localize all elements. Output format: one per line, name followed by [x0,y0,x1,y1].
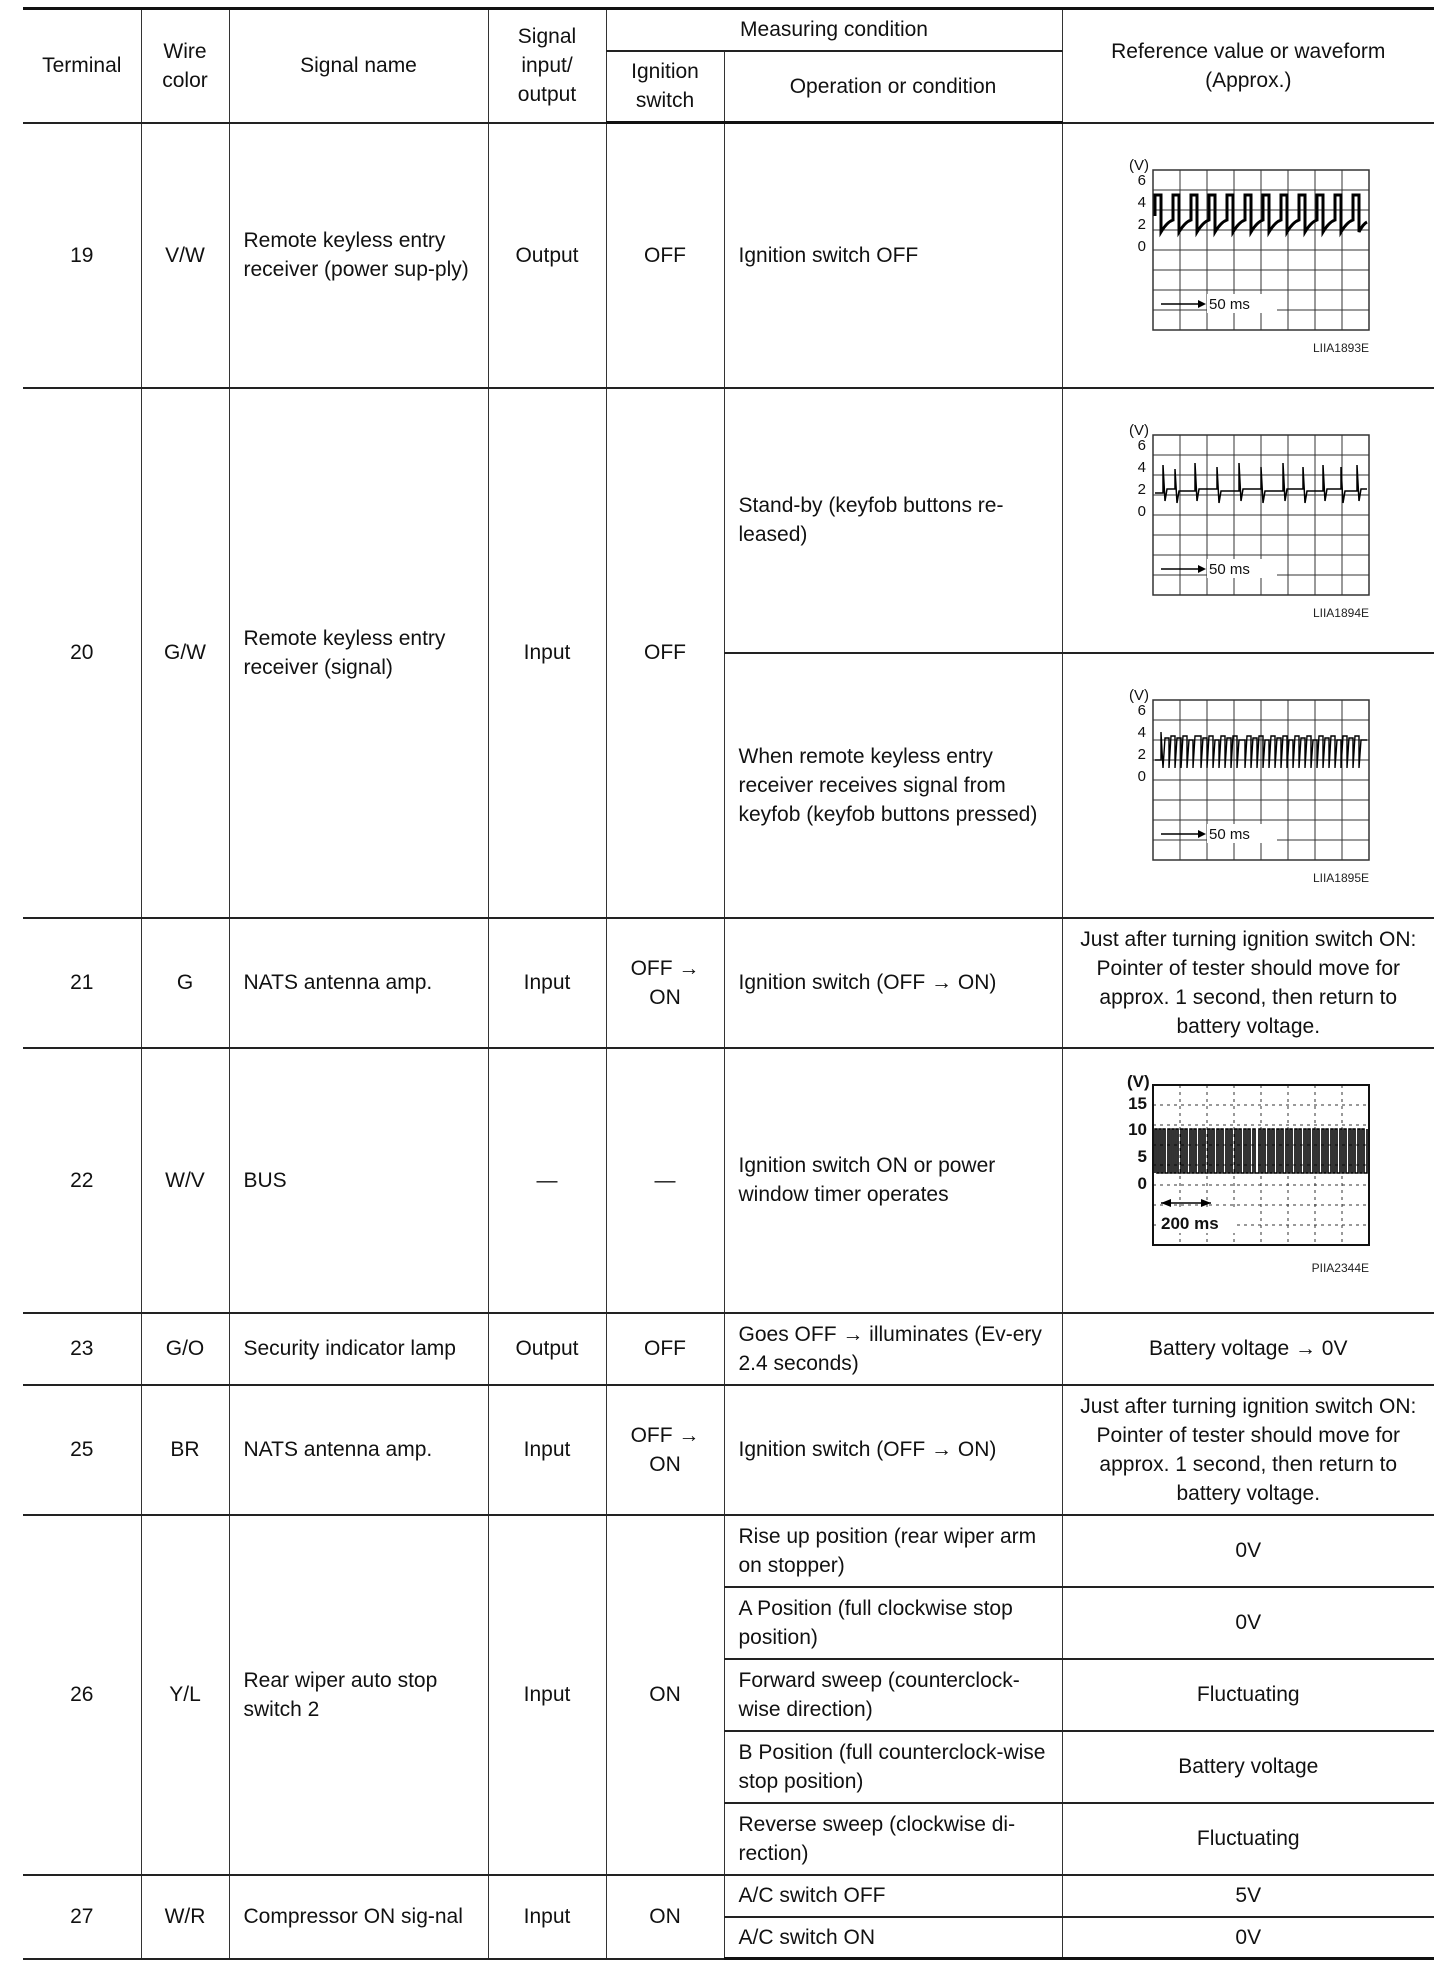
reference-cell: 5V [1062,1875,1434,1917]
operation-cell: When remote keyless entry receiver receives signal from keyfob (keyfob buttons pressed) [724,653,1062,918]
axis-tick: 0 [1137,238,1147,255]
terminal-cell: 22 [23,1048,141,1313]
waveform-oscilloscope-1 [1113,140,1383,370]
axis-tick: 4 [1137,724,1147,741]
signal-io-cell: Input [488,1515,606,1875]
signal-name-cell: Security indicator lamp [229,1313,488,1385]
axis-tick: 5 [1137,1147,1148,1166]
waveform-oscilloscope-4 [1113,1065,1383,1295]
signal-io-cell: Input [488,1385,606,1515]
table-row [23,1048,1434,1313]
axis-unit: (V) [1129,422,1150,439]
operation-cell: A/C switch ON [724,1917,1062,1959]
operation-cell: Rise up position (rear wiper arm on stopper) [724,1515,1062,1587]
axis-tick: 4 [1137,194,1147,211]
time-scale-label: 200 ms [1161,1214,1219,1233]
ignition-cell: ON [606,1875,724,1959]
wire-color-cell: Y/L [141,1515,229,1875]
header-reference: Reference value or waveform (Approx.) [1062,9,1434,123]
operation-cell: Reverse sweep (clockwise di-rection) [724,1803,1062,1875]
figure-code: LIIA1893E [1313,341,1370,355]
axis-tick: 6 [1137,437,1147,454]
wire-color-cell: G [141,918,229,1048]
ignition-cell: OFF [606,1313,724,1385]
wire-color-cell: G/O [141,1313,229,1385]
operation-cell: Ignition switch OFF [724,123,1062,388]
operation-cell: A/C switch OFF [724,1875,1062,1917]
reference-cell: 0V [1062,1515,1434,1587]
signal-io-cell: Input [488,388,606,918]
operation-cell: Ignition switch ON or power window timer operates [724,1048,1062,1313]
signal-name-cell: BUS [229,1048,488,1313]
header-operation: Operation or condition [724,51,1062,123]
reference-cell: 0V [1062,1917,1434,1959]
axis-unit: (V) [1129,687,1150,704]
table-row [23,1515,1434,1587]
header-ignition-switch: Ignition switch [606,51,724,123]
waveform-oscilloscope-2 [1113,405,1383,635]
axis-tick: 6 [1137,702,1147,719]
axis-tick: 2 [1137,216,1147,233]
table-row [23,1875,1434,1917]
signal-io-cell: Output [488,123,606,388]
axis-tick: 0 [1137,1174,1148,1193]
reference-cell: Fluctuating [1062,1659,1434,1731]
axis-tick: 0 [1137,503,1147,520]
figure-code: LIIA1895E [1313,871,1370,885]
terminal-reference-table [23,7,1434,1960]
waveform-cell [1062,123,1434,388]
ignition-cell: ON [606,1515,724,1875]
axis-tick: 2 [1137,746,1147,763]
wire-color-cell: BR [141,1385,229,1515]
signal-name-cell: Compressor ON sig-nal [229,1875,488,1959]
header-measuring-condition: Measuring condition [606,9,1062,51]
wire-color-cell: V/W [141,123,229,388]
table-row [23,918,1434,1048]
axis-unit: (V) [1129,157,1150,174]
table-row [23,1313,1434,1385]
reference-cell: Just after turning ignition switch ON: Pointer of tester should move for approx. 1 second, then return to battery voltage. [1062,1385,1434,1515]
header-signal-name: Signal name [229,9,488,123]
ignition-cell: OFF [606,388,724,918]
signal-io-cell: Output [488,1313,606,1385]
operation-cell: Goes OFF → illuminates (Ev-ery 2.4 seconds) [724,1313,1062,1385]
reference-cell: Battery voltage → 0V [1062,1313,1434,1385]
figure-code: PIIA2344E [1311,1261,1370,1275]
waveform-oscilloscope-3 [1113,670,1383,900]
time-scale-label: 50 ms [1209,561,1251,578]
ignition-cell: OFF → ON [606,1385,724,1515]
time-scale-label: 50 ms [1209,826,1251,843]
terminal-cell: 20 [23,388,141,918]
axis-unit: (V) [1127,1072,1150,1091]
wire-color-cell: G/W [141,388,229,918]
header-wire-color: Wire color [141,9,229,123]
header-signal-io: Signal input/ output [488,9,606,123]
operation-cell: Ignition switch (OFF → ON) [724,918,1062,1048]
ignition-cell: — [606,1048,724,1313]
reference-cell: Fluctuating [1062,1803,1434,1875]
table-row [23,123,1434,388]
signal-name-cell: Rear wiper auto stop switch 2 [229,1515,488,1875]
operation-cell: Forward sweep (counterclock-wise direction) [724,1659,1062,1731]
operation-cell: B Position (full counterclock-wise stop position) [724,1731,1062,1803]
waveform-trace [1155,1129,1367,1173]
signal-io-cell: — [488,1048,606,1313]
ignition-cell: OFF [606,123,724,388]
figure-code: LIIA1894E [1313,606,1370,620]
signal-name-cell: NATS antenna amp. [229,918,488,1048]
waveform-cell [1062,388,1434,653]
axis-tick: 10 [1128,1120,1148,1139]
terminal-cell: 23 [23,1313,141,1385]
wire-color-cell: W/V [141,1048,229,1313]
terminal-cell: 25 [23,1385,141,1515]
waveform-cell [1062,653,1434,918]
signal-io-cell: Input [488,1875,606,1959]
signal-name-cell: Remote keyless entry receiver (signal) [229,388,488,918]
terminal-cell: 26 [23,1515,141,1875]
ignition-cell: OFF → ON [606,918,724,1048]
operation-cell: Stand-by (keyfob buttons re-leased) [724,388,1062,653]
axis-tick: 15 [1128,1094,1148,1113]
reference-cell: Just after turning ignition switch ON: Pointer of tester should move for approx. 1 second, then return to battery voltage. [1062,918,1434,1048]
operation-cell: A Position (full clockwise stop position) [724,1587,1062,1659]
terminal-cell: 21 [23,918,141,1048]
axis-tick: 4 [1137,459,1147,476]
axis-tick: 0 [1137,768,1147,785]
time-scale-label: 50 ms [1209,296,1251,313]
signal-name-cell: Remote keyless entry receiver (power sup-ply) [229,123,488,388]
terminal-cell: 27 [23,1875,141,1959]
signal-io-cell: Input [488,918,606,1048]
reference-cell: 0V [1062,1587,1434,1659]
terminal-cell: 19 [23,123,141,388]
wire-color-cell: W/R [141,1875,229,1959]
table-row [23,1385,1434,1515]
reference-cell: Battery voltage [1062,1731,1434,1803]
signal-name-cell: NATS antenna amp. [229,1385,488,1515]
axis-tick: 6 [1137,172,1147,189]
waveform-cell [1062,1048,1434,1313]
axis-tick: 2 [1137,481,1147,498]
header-terminal: Terminal [23,9,141,123]
operation-cell: Ignition switch (OFF → ON) [724,1385,1062,1515]
table-row [23,388,1434,653]
